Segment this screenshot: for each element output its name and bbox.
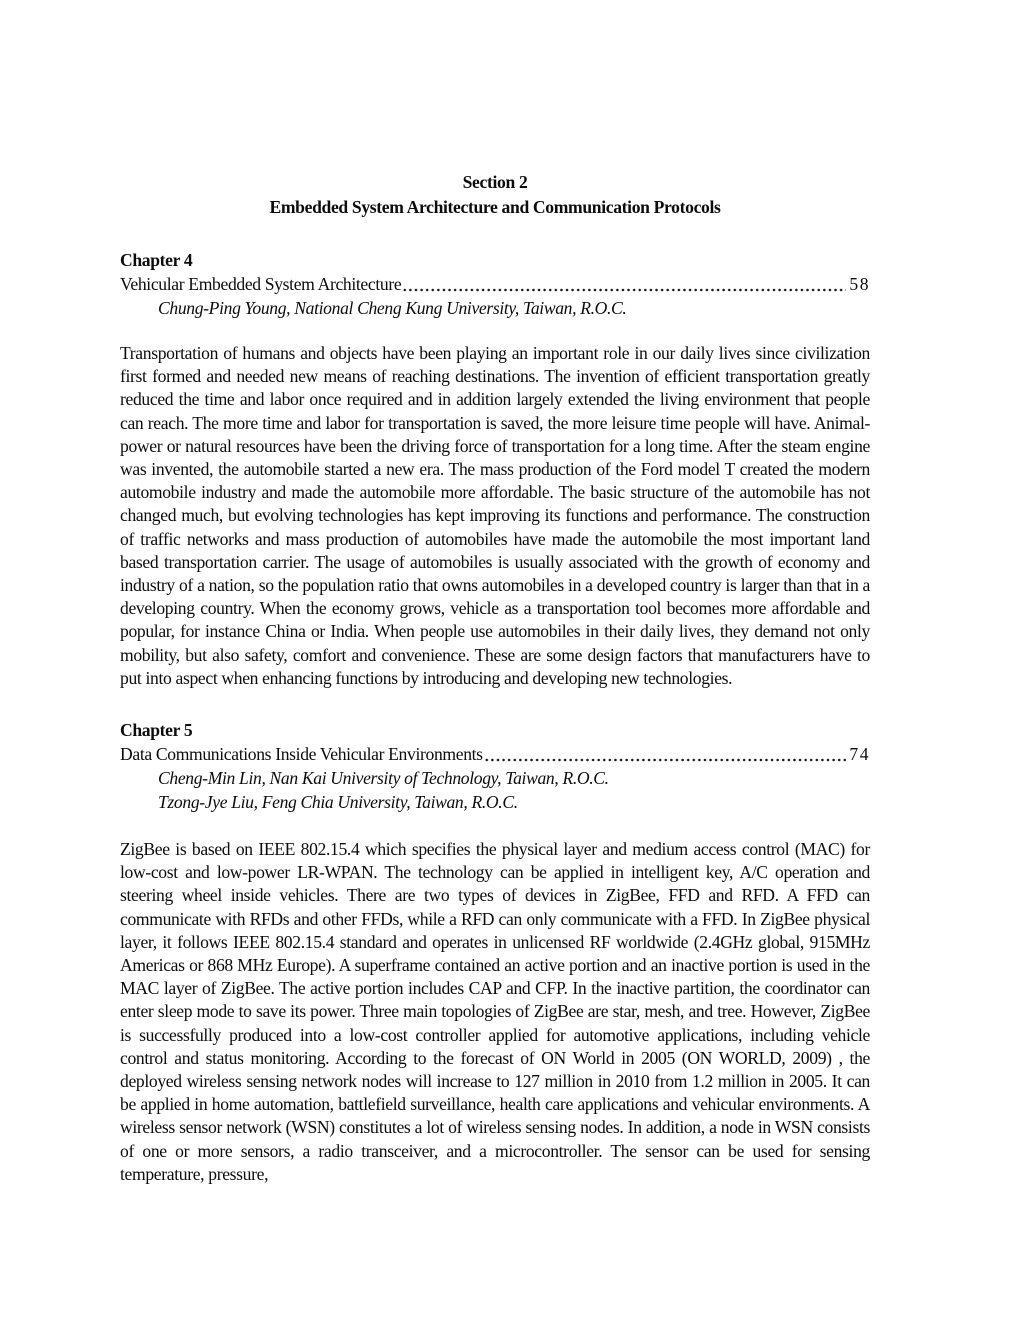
author-line: Tzong-Jye Liu, Feng Chia University, Taiwan, R.O.C. (158, 792, 518, 813)
section-heading (120, 170, 870, 220)
toc-entry-title: Vehicular Embedded System Architecture (120, 274, 402, 294)
chapter-4-heading: Chapter 4 (120, 250, 193, 270)
chapter-4-block (120, 248, 870, 690)
toc-page-number: 74 (849, 744, 870, 765)
author-line: Chung-Ping Young, National Cheng Kung University, Taiwan, R.O.C. (158, 298, 627, 318)
chapter-5-authors (120, 766, 870, 814)
chapter-5-heading: Chapter 5 (120, 720, 193, 741)
toc-entry-chapter-4 (120, 272, 870, 296)
chapter-5-abstract: ZigBee is based on IEEE 802.15.4 which specifies the physical layer and medium access control (MAC) for low-cost and low-power LR-WPAN. The technology can be applied in intelligent key, A/C operation and steering wheel inside vehicles. There are two types of devices in ZigBee, FFD and RFD. A FFD can communicate with RFDs and other FFDs, while a RFD can only communicate with a FFD. In ZigBee physical layer, it follows IEEE 802.15.4 standard and operates in unlicensed RF worldwide (2.4GHz global, 915MHz Americas or 868 MHz Europe). A superframe contained an active portion and an inactive portion is used in the MAC layer of ZigBee. The active portion includes CAP and CFP. In the inactive partition, the coordinator can enter sleep mode to save its power. Three main topologies of ZigBee are star, mesh, and tree. However, ZigBee is successfully produced into a low-cost controller applied for automotive applications, including vehicle control and status monitoring. According to the forecast of ON World in 2005 (ON WORLD, 2009) , the deployed wireless sensing network nodes will increase to 127 million in 2010 from 1.2 million in 2005. It can be applied in home automation, battlefield surveillance, health care applications and vehicular environments. A wireless sensor network (WSN) constitutes a lot of wireless sensing nodes. In addition, a node in WSN consists of one or more sensors, a radio transceiver, and a microcontroller. The sensor can be used for sensing temperature, pressure, (120, 839, 870, 1184)
toc-entry-title: Data Communications Inside Vehicular Environments (120, 744, 483, 765)
dot-leader (484, 742, 847, 762)
toc-page-number: 58 (849, 274, 870, 294)
chapter-5-block (120, 718, 870, 1186)
dot-leader (402, 272, 846, 292)
section-label: Section 2 (462, 172, 528, 192)
section-title: Embedded System Architecture and Communication Protocols (269, 197, 721, 217)
toc-entry-chapter-5 (120, 742, 870, 766)
chapter-4-authors (120, 296, 870, 320)
chapter-4-abstract: Transportation of humans and objects have been playing an important role in our daily lives since civilization first formed and needed new means of reaching destinations. The invention of efficient transportation greatly reduced the time and labor once required and in addition largely extended the living environment that people can reach. The more time and labor for transportation is saved, the more leisure time people will have. Animal-power or natural resources have been the driving force of transportation for a long time. After the steam engine was invented, the automobile started a new era. The mass production of the Ford model T created the modern automobile industry and made the automobile more affordable. The basic structure of the automobile has not changed much, but evolving technologies has kept improving its functions and performance. The construction of traffic networks and mass production of automobiles have made the automobile the most important land based transportation carrier. The usage of automobiles is usually associated with the growth of economy and industry of a nation, so the population ratio that owns automobiles in a developed country is larger than that in a developing country. When the economy grows, vehicle as a transportation tool becomes more affordable and popular, for instance China or India. When people use automobiles in their daily lives, they demand not only mobility, but also safety, comfort and convenience. These are some design factors that manufacturers have to put into aspect when enhancing functions by introducing and developing new technologies. (120, 343, 870, 688)
author-line: Cheng-Min Lin, Nan Kai University of Technology, Taiwan, R.O.C. (158, 768, 609, 789)
